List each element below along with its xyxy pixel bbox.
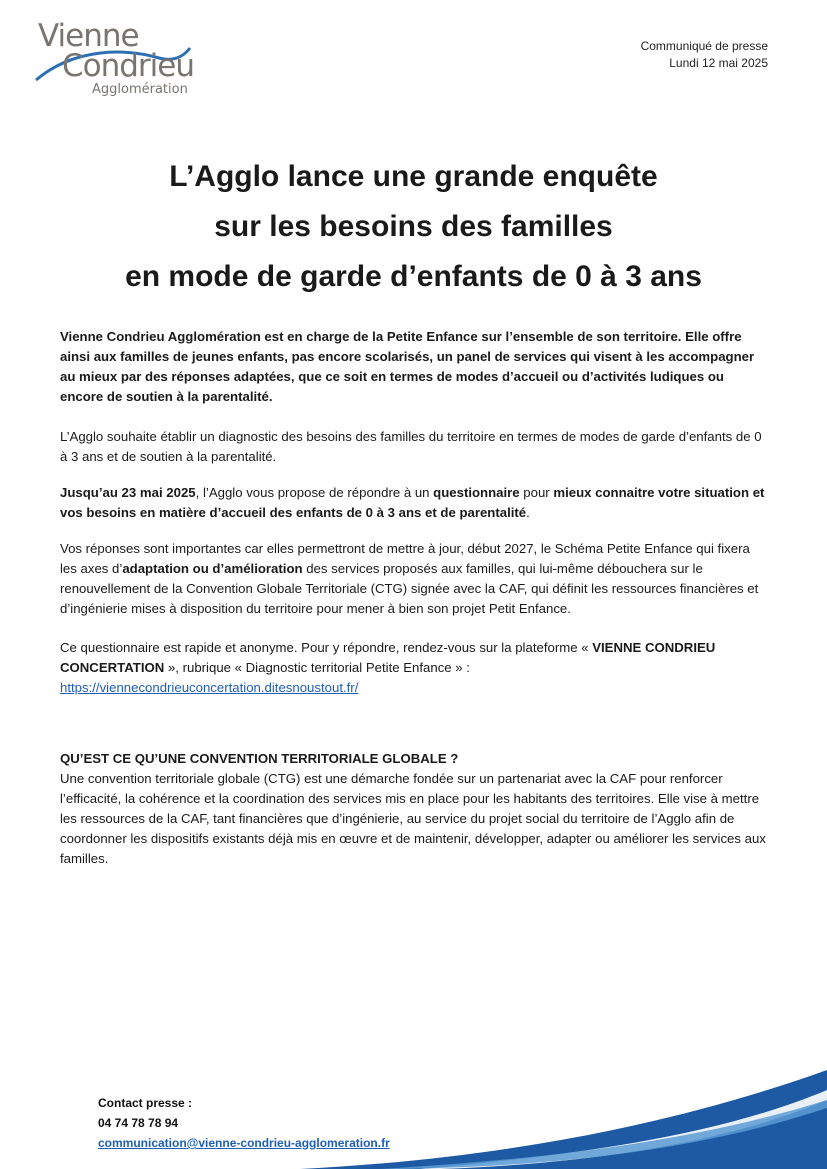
para3-text3: . bbox=[526, 505, 530, 520]
ctg-section bbox=[60, 749, 770, 869]
lead-paragraph bbox=[60, 327, 770, 407]
logo-line3: Agglomération bbox=[92, 82, 188, 97]
page-title bbox=[40, 152, 787, 302]
contact-email-link[interactable]: communication@vienne-condrieu-agglomeration.fr bbox=[98, 1136, 390, 1150]
para5-text2: », rubrique « Diagnostic territorial Petite Enfance » : bbox=[164, 660, 470, 675]
para3-text2: pour bbox=[519, 485, 554, 500]
para5-text1: Ce questionnaire est rapide et anonyme. Pour y répondre, rendez-vous sur la plateforme « bbox=[60, 640, 593, 655]
diagnostic-paragraph bbox=[60, 427, 770, 467]
contact-label: Contact presse : bbox=[98, 1096, 193, 1110]
press-contact bbox=[98, 1093, 390, 1153]
press-header bbox=[641, 38, 768, 72]
title-line3: en mode de garde d’enfants de 0 à 3 ans bbox=[125, 260, 702, 293]
ctg-heading: QU’EST CE QU’UNE CONVENTION TERRITORIALE GLOBALE ? bbox=[60, 751, 459, 766]
diagnostic-text: L’Agglo souhaite établir un diagnostic des besoins des familles du territoire en termes de modes de garde d’enfants de 0 à 3 ans et de soutien à la parentalité. bbox=[60, 429, 762, 464]
para4-bold: adaptation ou d’amélioration bbox=[122, 561, 303, 576]
lead-text: Vienne Condrieu Agglomération est en charge de la Petite Enfance sur l’ensemble de son territoire. Elle offre ainsi aux familles de jeunes enfants, pas encore scolarisés, un panel de services qui visent à les accompagner au mieux par des réponses adaptées, que ce soit en termes de modes d’accueil ou d’activités ludiques ou encore de soutien à la parentalité. bbox=[60, 329, 755, 404]
vienne-condrieu-logo bbox=[34, 18, 204, 102]
schema-paragraph bbox=[60, 539, 770, 619]
para4-text1: Vos réponses sont importantes car elles permettront de mettre à jour, début 2027, le Schéma Petite Enfance qui fixera les axes d’ bbox=[60, 541, 750, 576]
title-line2: sur les besoins des familles bbox=[214, 210, 613, 243]
document-type: Communiqué de presse bbox=[640, 39, 768, 53]
purpose-text: mieux connaitre votre situation et vos besoins en matière d’accueil des enfants de 0 à 3 ans et de parentalité bbox=[60, 485, 765, 520]
ctg-text: Une convention territoriale globale (CTG) est une démarche fondée sur un partenariat avec la CAF pour renforcer l’efficacité, la cohérence et la coordination des services mis en place pour les habitants des territoires. Elle vise à mettre les ressources de la CAF, tant financières que d’ingénierie, au service du projet social du territoire de l’Agglo afin de coordonner les dispositifs existants déjà mis en œuvre et de maintenir, développer, adapter ou améliorer les services aux familles. bbox=[60, 771, 766, 866]
title-line1: L’Agglo lance une grande enquête bbox=[169, 160, 658, 193]
platform-name: VIENNE CONDRIEU CONCERTATION bbox=[60, 640, 716, 675]
questionnaire-text: questionnaire bbox=[433, 485, 520, 500]
logo-line1: Vienne bbox=[38, 18, 139, 54]
para3-text1: , l’Agglo vous propose de répondre à un bbox=[195, 485, 434, 500]
platform-paragraph bbox=[60, 638, 770, 698]
deadline-text: Jusqu’au 23 mai 2025 bbox=[60, 485, 196, 500]
press-date: Lundi 12 mai 2025 bbox=[669, 56, 768, 70]
logo-line2: Condrieu bbox=[62, 48, 195, 84]
contact-phone: 04 74 78 78 94 bbox=[98, 1116, 179, 1130]
concertation-link[interactable]: https://viennecondrieuconcertation.ditesnoustout.fr/ bbox=[60, 680, 359, 695]
questionnaire-paragraph bbox=[60, 483, 770, 523]
para4-text2: des services proposés aux familles, qui lui-même débouchera sur le renouvellement de la Convention Globale Territoriale (CTG) signée avec la CAF, qui définit les ressources financières et d’ingénierie mises à disposition du territoire pour mener à bien son projet Petit Enfance. bbox=[60, 561, 759, 616]
